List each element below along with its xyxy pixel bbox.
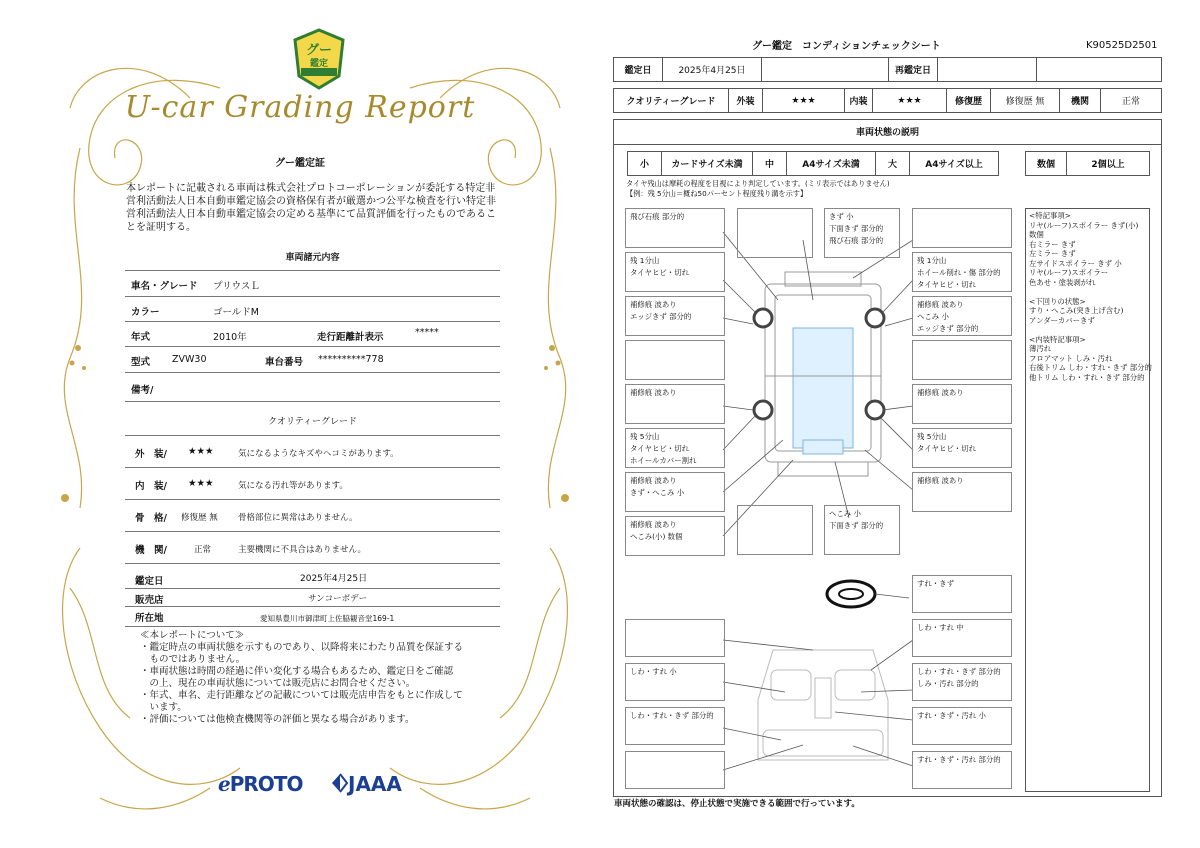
note-line: ・鑑定時点の車両状態を示すものであり、以降将来にわたり品質を保証する: [140, 642, 464, 653]
remarks-label: 備考/: [131, 385, 154, 396]
note-steering: すれ・きず: [912, 575, 1012, 613]
appraisal-date-label: 鑑定日: [613, 57, 663, 82]
notes-title: ≪本レポートについて≫: [140, 630, 245, 641]
color-value: ゴールドM: [213, 307, 260, 318]
proto-logo: [218, 772, 302, 796]
quality-text: 気になる汚れ等があります。: [238, 481, 348, 491]
legend-large-desc: A4サイズ以上: [909, 151, 999, 176]
note-empty: [625, 340, 725, 380]
svg-text:鑑定: 鑑定: [309, 59, 329, 69]
divider: [125, 321, 500, 322]
divider: [125, 606, 500, 607]
note-right-rear-tire: 残 5分山 タイヤヒビ・切れ: [912, 428, 1012, 468]
note-left-rear-door: 補修痕 波あり: [625, 384, 725, 424]
quality-stars: 正常: [194, 545, 212, 555]
exterior-stars: ★★★: [762, 88, 845, 113]
divider: [125, 626, 500, 627]
certificate-intro: 本レポートに記載される車両は株式会社プロトコーポレーションが委託する特定非営利活動法人日本自動車鑑定協会の資格保有者が厳選かつ公平な検査を行い特定非営利活動法人日本自動車鑑定協会の定める基準にて品質評価を行ったものであることを証明する。: [126, 183, 496, 233]
certificate-subtitle: グー鑑定証: [275, 158, 325, 169]
proto-mark-icon: ℯ: [218, 772, 230, 796]
proto-logo-text: PROTO: [229, 772, 303, 796]
note-right-front-seat: しわ・すれ・きず 部分的 しみ・汚れ 部分的: [912, 663, 1012, 701]
chassis-value: **********778: [318, 354, 384, 365]
tire-note: タイヤ残山は摩耗の程度を目視により判定しています。(ミリ表示ではありません) 【例：残 5分山＝概ね50パーセント程度残り溝を示す】: [626, 179, 890, 198]
note-empty: [912, 208, 1012, 248]
legend-large: 大: [875, 151, 910, 176]
divider: [125, 372, 500, 373]
address-value: 愛知県豊川市御津町上佐脇観音堂169-1: [260, 614, 395, 623]
reappraisal-date-label: 再鑑定日: [888, 57, 938, 82]
color-label: カラー: [131, 307, 160, 318]
chassis-label: 車台番号: [265, 357, 304, 368]
model-value: ZVW30: [172, 354, 207, 365]
quality-text: 骨格部位に異常はありません。: [238, 513, 358, 523]
appraisal-date-value: 2025年4月25日: [662, 57, 762, 82]
year-label: 年式: [131, 332, 151, 343]
quality-heading: クオリティーグレード: [267, 417, 358, 427]
report-notes: [140, 630, 500, 726]
svg-text:グー: グー: [305, 43, 333, 58]
mileage-label: 走行距離計表示: [317, 332, 384, 343]
note-right-front-door: 補修痕 波あり へこみ 小 エッジきず 部分的: [912, 296, 1012, 336]
quality-text: 主要機関に不具合はありません。: [238, 545, 367, 555]
date-label: 鑑定日: [135, 576, 164, 587]
address-label: 所在地: [135, 613, 164, 624]
footer-note: 車両状態の確認は、停止状態で実施できる範囲で行っています。: [614, 799, 860, 809]
note-rear-floor: すれ・きず・汚れ 部分的: [912, 751, 1012, 789]
dealer-value: サンコーボデー: [308, 594, 368, 604]
interior-stars: ★★★: [872, 88, 947, 113]
certificate-title: U-car Grading Report: [124, 90, 476, 125]
sheet-id: K90525D2501: [1086, 40, 1158, 51]
divider: [125, 296, 500, 297]
reappraisal-date-value: [937, 57, 1037, 82]
note-line: ・評価については他検査機関等の評価と異なる場合があります。: [140, 714, 415, 725]
interior-label: 内装: [844, 88, 873, 113]
legend-count: 数個: [1025, 151, 1067, 176]
dealer-label: 販売店: [135, 595, 164, 606]
jaaa-logo: [330, 772, 402, 796]
note-right-rear-seat: すれ・きず・汚れ 小: [912, 707, 1012, 745]
goo-appraisal-badge-icon: [293, 28, 345, 90]
note-empty: [912, 340, 1012, 380]
divider: [125, 346, 500, 347]
note-rear: へこみ 小 下面きず 部分的: [824, 505, 900, 555]
note-empty: [737, 505, 813, 555]
exterior-label: 外装: [728, 88, 763, 113]
divider: [125, 499, 500, 500]
quality-stars: 修復歴 無: [181, 513, 218, 523]
legend-mid-desc: A4サイズ未満: [786, 151, 876, 176]
special-notes: <特記事項> リヤ(ルーフ)スポイラー きず(小) 数個 右ミラー きず 左ミラー きず 左サイドスポイラー きず 小 リヤ(ルーフ)スポイラー 色あせ・塗装剥がれ <下回りの状態> すり・へこみ(突き上げ含む) アンダーカバーきず <内装特記事項> 薄汚れ フロアマット しみ・汚れ 右後トリム しわ・すれ・きず 部分的 他トリム しわ・すれ・きず 部分的: [1025, 208, 1150, 792]
engine-label: 機関: [1059, 88, 1101, 113]
note-line: ものではありません。: [140, 654, 246, 665]
quality-stars: ★★★: [188, 478, 214, 489]
quality-label: 外 装/: [135, 449, 167, 460]
divider: [125, 401, 500, 402]
divider: [125, 435, 500, 436]
name-value: プリウスＬ: [213, 281, 260, 292]
note-left-front-tire: 残 1分山 タイヤヒビ・切れ: [625, 252, 725, 292]
quality-grade-label: クオリティーグレード: [613, 88, 729, 113]
model-label: 型式: [131, 357, 151, 368]
name-label: 車名・グレード: [131, 281, 198, 292]
quality-label: 骨 格/: [135, 513, 167, 524]
quality-stars: ★★★: [188, 446, 214, 457]
note-left-rear-tire: 残 5分山 タイヤヒビ・切れ ホイールカバー割れ: [625, 428, 725, 468]
quality-label: 内 装/: [135, 481, 167, 492]
legend-count-desc: 2個以上: [1066, 151, 1150, 176]
note-left-front-seat: しわ・すれ 小: [625, 663, 725, 701]
note-empty: [737, 208, 813, 258]
engine-value: 正常: [1100, 88, 1162, 113]
vehicle-state-heading: 車両状態の説明: [613, 119, 1162, 145]
note-empty: [625, 619, 725, 657]
note-line: ・年式、車名、走行距離などの記載については販売店申告をもとに作成して: [140, 690, 463, 701]
steering-wheel-icon: [827, 581, 875, 607]
note-empty: [625, 751, 725, 789]
jaaa-mark-icon: [330, 772, 348, 794]
jaaa-logo-text: JAAA: [348, 772, 402, 796]
legend-small: 小: [627, 151, 662, 176]
note-right-rear-door: 補修痕 波あり: [912, 384, 1012, 424]
note-left-rear-seat: しわ・すれ・きず 部分的: [625, 707, 725, 745]
note-line: います。: [140, 702, 187, 713]
blank-cell: [761, 57, 889, 82]
note-line: ・車両状態は時間の経過に伴い変化する場合もあるため、鑑定日をご確認: [140, 666, 454, 677]
divider: [125, 467, 500, 468]
repair-history-value: 修復歴 無: [990, 88, 1060, 113]
spec-heading: 車両諸元内容: [285, 253, 340, 263]
year-value: 2010年: [213, 332, 247, 343]
note-dashboard: しわ・すれ 中: [912, 619, 1012, 657]
divider: [125, 588, 500, 589]
note-left-rear: 補修痕 波あり きず・へこみ 小: [625, 472, 725, 512]
repair-history-label: 修復歴: [946, 88, 991, 113]
date-value: 2025年4月25日: [300, 574, 368, 584]
note-right-front-tire: 残 1分山 ホイール削れ・傷 部分的 タイヤヒビ・切れ: [912, 252, 1012, 292]
note-rear-left: 補修痕 波あり へこみ(小) 数個: [625, 516, 725, 556]
note-right-rear: 補修痕 波あり: [912, 472, 1012, 512]
quality-text: 気になるようなキズやヘコミがあります。: [238, 449, 399, 459]
legend-small-desc: カードサイズ未満: [661, 151, 753, 176]
legend-mid: 中: [752, 151, 787, 176]
divider: [125, 270, 500, 271]
divider: [125, 531, 500, 532]
quality-label: 機 関/: [135, 545, 167, 556]
divider: [125, 563, 500, 564]
note-front-left: 飛び石痕 部分的: [625, 208, 725, 248]
note-left-front-door: 補修痕 波あり エッジきず 部分的: [625, 296, 725, 336]
note-front: きず 小 下面きず 部分的 飛び石痕 部分的: [824, 208, 900, 258]
mileage-value: *****: [415, 327, 439, 338]
sheet-title: グー鑑定 コンディションチェックシート: [752, 41, 941, 52]
note-line: の上、現在の車両状態については販売店にお問合せください。: [140, 678, 416, 689]
